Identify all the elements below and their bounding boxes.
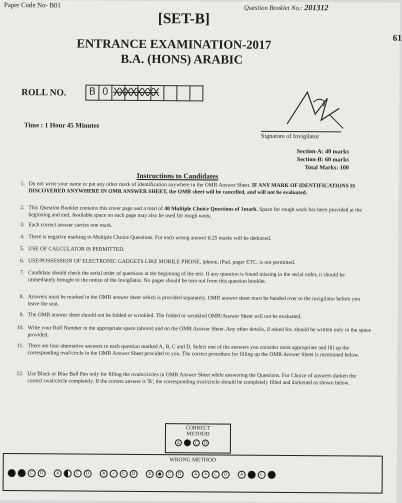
instruction-item: 11. There are four alternative answers to each question marked A, B, C and D. Select one of the answers you consider most appropriate and fill up the corresponding oval/circle in the OMR Answer Sheet provided to you. The correct procedure for filling up the OMR Answer Sheet is mentioned below. (16, 343, 360, 359)
option-b-filled-bubble: B (184, 439, 191, 446)
exam-time: Time : 1 Hour 45 Minutes (24, 122, 100, 130)
option-a-bubble: A (175, 439, 182, 446)
tick-mark-bubble: ✓ (110, 470, 118, 478)
section-a-marks: Section-A: 40 marks (296, 149, 349, 156)
option-d-bubble: D (202, 439, 209, 446)
option-c-bubble: C (166, 470, 174, 478)
instruction-item: 12. Use Black or Blue Ball Pen only for filling the ovals/circles in OMR Answer Sheet while answering the Questions. For Choice of answers darken the correct oval/circle completely. If the correct answer is 'B', the corresponding oval/circle should be completely filled and darkened as shown below. (16, 371, 356, 387)
option-d-bubble: D (176, 470, 184, 478)
wrong-method-box (3, 453, 383, 494)
filled-bubble (248, 471, 256, 479)
instruction-item: 8. Answers must be marked in the OMR answer sheet which is provided separately. OMR answer sheet must be handed over to the invigilator before you leave the seat. (19, 294, 361, 308)
set-label: [SET-B] (157, 11, 210, 28)
option-a-bubble: A (238, 471, 246, 479)
instruction-item: 6. USE/POSSESSION OF ELECTRONIC GADGETS LIKE MOBILE PHONE, iphone, iPad, pager ETC. is not permitted. (20, 258, 296, 267)
correct-method-box (165, 423, 231, 453)
filled-bubble (8, 469, 16, 477)
roll-number-scrawl: XXXXXXXX (113, 85, 159, 100)
instruction-item: 1. Do not write your name or put any other mark of identification anywhere in the OMR Answer Sheet. IF ANY MARK OF IDENTIFICATIONS IS DISCOVERED ANYWHERE IN OMR ANSWER SHEET, the OMR sheet will be cancelled, and will not be evaluated. (20, 181, 356, 197)
option-a-bubble: A (100, 470, 108, 478)
instruction-item: 7. Candidate should check the serial order of questions at the beginning of the test. If any question is found missing in the serial order, it should be immediately brought to the notice of the Invigilator. No pages should be torn out from this question booklet. (19, 270, 345, 286)
paper-code: Paper Code No- B01 (3, 2, 61, 10)
edge-mark: 61 (392, 32, 402, 43)
filled-bubble (268, 471, 276, 479)
option-d-bubble: D (38, 469, 46, 477)
option-c-bubble: C (193, 439, 200, 446)
dot-bubble (156, 470, 164, 478)
option-c-bubble: C (74, 470, 82, 478)
option-d-bubble: D (222, 471, 230, 479)
crossed-bubble: ✕ (202, 470, 210, 478)
option-c-bubble: C (28, 469, 36, 477)
option-a-bubble: A (54, 469, 62, 477)
total-marks: Total Marks: 100 (304, 165, 349, 172)
roll-digit-box[interactable]: B (85, 85, 99, 101)
wrong-example-group (192, 470, 230, 478)
section-b-marks: Section-B: 60 marks (296, 157, 349, 164)
exam-title: ENTRANCE EXAMINATION-2017 (76, 36, 272, 52)
instructions-title: Instructions to Candidates (136, 171, 219, 181)
wrong-example-group (54, 469, 92, 477)
wrong-example-group (8, 469, 46, 477)
signature-label: Signature of Invigilator (261, 132, 320, 141)
correct-method-bubbles (175, 439, 209, 446)
booklet-number: 201312 (304, 3, 329, 13)
wrong-method-label: WRONG METHOD (169, 457, 217, 464)
wrong-example-group (146, 470, 184, 478)
half-filled-bubble (64, 469, 72, 477)
option-c-bubble: C (258, 471, 266, 479)
booklet-number-label: Question Booklet No.: (243, 4, 303, 13)
option-a-bubble: A (192, 470, 200, 478)
instruction-item: 3. Each correct answer carries one mark. (20, 222, 113, 229)
instruction-item: 4. There is negative marking in Multiple Choice Questions. For each wrong answer 0.25 marks will be deducted. (20, 234, 272, 242)
option-d-bubble: D (84, 470, 92, 478)
wrong-example-group (100, 470, 138, 478)
correct-method-label: CORRECT METHOD (185, 425, 211, 438)
instruction-item: 9. The OMR answer sheet should not be folded or wrinkled. The folded or wrinkled OMR/Answer Sheet will not be evaluated. (19, 312, 302, 321)
instruction-item: 10. Write your Roll Number in the appropriate space (above) and on the OMR Answer Sheet. Any other details, if asked for, should be written only in the space provided. (16, 325, 371, 339)
option-c-bubble: C (120, 470, 128, 478)
subject-title: B.A. (HONS) ARABIC (120, 51, 243, 67)
instruction-item: 5. USE OF CALCULATOR IS PERMITTED. (20, 246, 125, 253)
instruction-item: 2. This Question Booklet contains this cover page and a total of 40 Multiple Choice Questions of 1mark. Space for rough work has been provided at the beginning and end. Available space on each page may also be used for rough work. (20, 205, 362, 220)
booklet-number-line (244, 3, 329, 13)
roll-number-label: ROLL NO. (21, 88, 67, 99)
invigilator-signature-icon (277, 84, 347, 132)
option-d-bubble: D (130, 470, 138, 478)
roll-digit-box[interactable]: 0 (99, 85, 112, 101)
wrong-example-group (238, 471, 276, 479)
filled-bubble (18, 469, 26, 477)
wrong-method-examples (8, 469, 276, 479)
option-c-bubble: C (212, 470, 220, 478)
option-a-bubble: A (146, 470, 154, 478)
